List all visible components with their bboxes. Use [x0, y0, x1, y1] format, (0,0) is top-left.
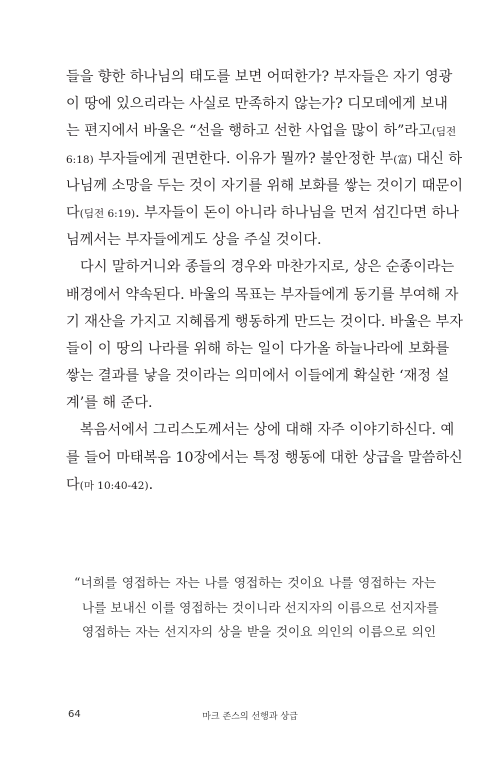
body-line: 들이 이 땅의 나라를 위해 하는 일이 다가올 하늘나라에 보화를 [66, 340, 450, 357]
body-line-text: 대신 하 [411, 150, 463, 167]
quote-line: 나를 보내신 이를 영접하는 것이니라 선지자의 이름으로 선지자를 [82, 599, 439, 615]
body-line [66, 200, 460, 227]
body-line [66, 118, 457, 145]
body-line: 나님께 소망을 두는 것이 자기를 위해 보화를 쌓는 것이기 때문이 [66, 177, 463, 194]
body-line-text: . 부자들이 돈이 아니라 하나님을 먼저 섬긴다면 하나 [135, 204, 460, 221]
body-line: 계’를 해 준다. [66, 395, 153, 412]
body-line: 님께서는 부자들에게도 상을 주실 것이다. [66, 232, 322, 249]
body-line-text: 는 편지에서 바울은 “선을 행하고 선한 사업을 많이 하”라고 [66, 123, 432, 140]
block-quote [74, 571, 439, 645]
scripture-reference: 6:18) [66, 153, 94, 166]
body-line: 들을 향한 하나님의 태도를 보면 어떠한가? 부자들은 자기 영광 [66, 69, 453, 85]
body-text [66, 64, 463, 499]
body-line: 이 땅에 있으리라는 사실로 만족하지 않는가? 디모데에게 보내 [66, 96, 448, 113]
scripture-reference: (마 10:40-42) [79, 479, 149, 492]
body-line: 배경에서 약속된다. 바울의 목표는 부자들에게 동기를 부여해 자 [66, 286, 459, 303]
quote-line: 영접하는 자는 선지자의 상을 받을 것이요 의인의 이름으로 의인 [82, 624, 436, 639]
body-line-text: 부자들에게 권면한다. 이유가 뭘까? 불안정한 부 [98, 150, 394, 167]
running-title: 마크 존스의 선행과 상급 [202, 712, 298, 722]
body-line-text: 다 [66, 204, 80, 221]
quote-line: “너희를 영접하는 자는 나를 영접하는 것이요 나를 영접하는 자는 [74, 575, 436, 590]
body-line [66, 472, 436, 499]
body-line: 다시 말하거니와 종들의 경우와 마찬가지로, 상은 순종이라는 [80, 259, 455, 276]
body-line-text: 다 [66, 476, 80, 493]
body-line: 를 들어 마태복음 10장에서는 특정 행동에 대한 상급을 말씀하신 [66, 449, 463, 466]
body-line-text: . [148, 476, 154, 493]
body-line: 쌓는 결과를 낳을 것이라는 의미에서 이들에게 확실한 ‘재정 설 [66, 368, 450, 385]
page-number: 64 [68, 709, 81, 720]
body-line: 복음서에서 그리스도께서는 상에 대해 자주 이야기하신다. 예 [80, 422, 455, 439]
page-footer [0, 709, 500, 725]
body-line: 기 재산을 가지고 지혜롭게 행동하게 만드는 것이다. 바울은 부자 [66, 313, 463, 330]
body-line [66, 146, 463, 173]
scripture-reference: (딤전 [431, 126, 457, 139]
hanja-annotation: (富) [393, 153, 412, 166]
scripture-reference: (딤전 6:19) [79, 207, 136, 220]
